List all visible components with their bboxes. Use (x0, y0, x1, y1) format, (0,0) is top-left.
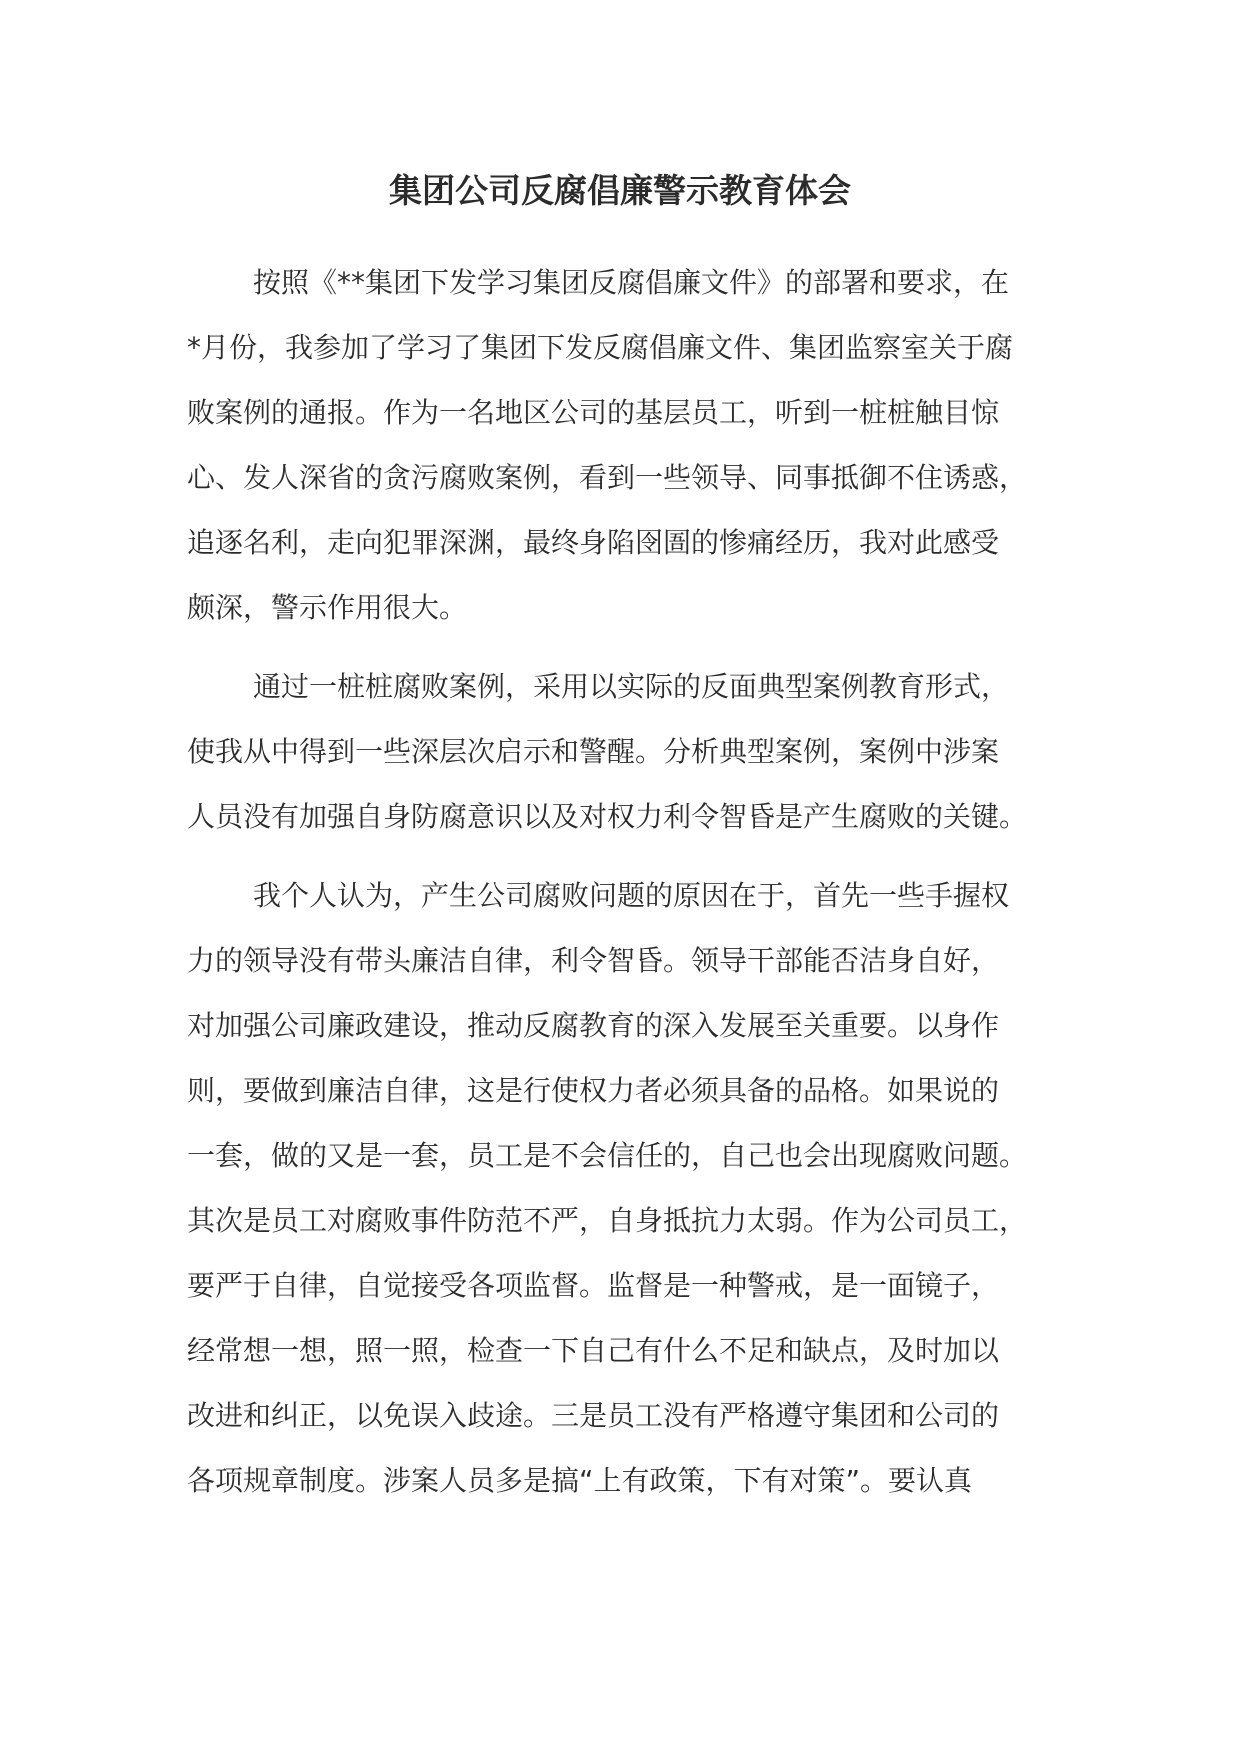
paragraph-line: 各项规章制度。涉案人员多是搞“上有政策，下有对策”。要认真 (187, 1464, 973, 1497)
paragraph-line: 心、发人深省的贪污腐败案例，看到一些领导、同事抵御不住诱惑， (187, 461, 1028, 494)
document-title: 集团公司反腐倡廉警示教育体会 (389, 171, 851, 210)
document-body (187, 250, 1067, 1513)
paragraph-spacer (187, 640, 1067, 654)
paragraph-line: 经常想一想，照一照，检查一下自己有什么不足和缺点，及时加以 (187, 1334, 1000, 1367)
paragraph-line: 力的领导没有带头廉洁自律，利令智昏。领导干部能否洁身自好， (187, 944, 1000, 977)
paragraph-line: 要严于自律，自觉接受各项监督。监督是一种警戒，是一面镜子， (187, 1269, 1000, 1302)
paragraph-line: 其次是员工对腐败事件防范不严，自身抵抗力太弱。作为公司员工， (187, 1204, 1028, 1237)
paragraph-line: 一套，做的又是一套，员工是不会信任的，自己也会出现腐败问题。 (187, 1139, 1028, 1172)
paragraph-line: 通过一桩桩腐败案例，采用以实际的反面典型案例教育形式， (253, 670, 1010, 703)
paragraph-line: 则，要做到廉洁自律，这是行使权力者必须具备的品格。如果说的 (187, 1074, 1000, 1107)
paragraph-line: 追逐名利，走向犯罪深渊，最终身陷囹圄的惨痛经历，我对此感受 (187, 526, 1000, 559)
paragraph-line: 我个人认为，产生公司腐败问题的原因在于，首先一些手握权 (253, 879, 1010, 912)
paragraph-1 (187, 250, 1067, 640)
paragraph-line: 改进和纠正，以免误入歧途。三是员工没有严格遵守集团和公司的 (187, 1399, 1000, 1432)
paragraph-spacer (187, 849, 1067, 863)
paragraph-line: 败案例的通报。作为一名地区公司的基层员工，听到一桩桩触目惊 (187, 396, 1000, 429)
paragraph-3 (187, 863, 1067, 1513)
paragraph-line: 使我从中得到一些深层次启示和警醒。分析典型案例，案例中涉案 (187, 735, 1000, 768)
paragraph-2 (187, 654, 1067, 849)
paragraph-line: 人员没有加强自身防腐意识以及对权力利令智昏是产生腐败的关键。 (187, 800, 1028, 833)
paragraph-line: *月份，我参加了学习了集团下发反腐倡廉文件、集团监察室关于腐 (187, 331, 1014, 364)
paragraph-line: 对加强公司廉政建设，推动反腐教育的深入发展至关重要。以身作 (187, 1009, 1000, 1042)
paragraph-line: 颇深，警示作用很大。 (187, 591, 468, 624)
paragraph-line: 按照《**集团下发学习集团反腐倡廉文件》的部署和要求，在 (253, 266, 1010, 299)
